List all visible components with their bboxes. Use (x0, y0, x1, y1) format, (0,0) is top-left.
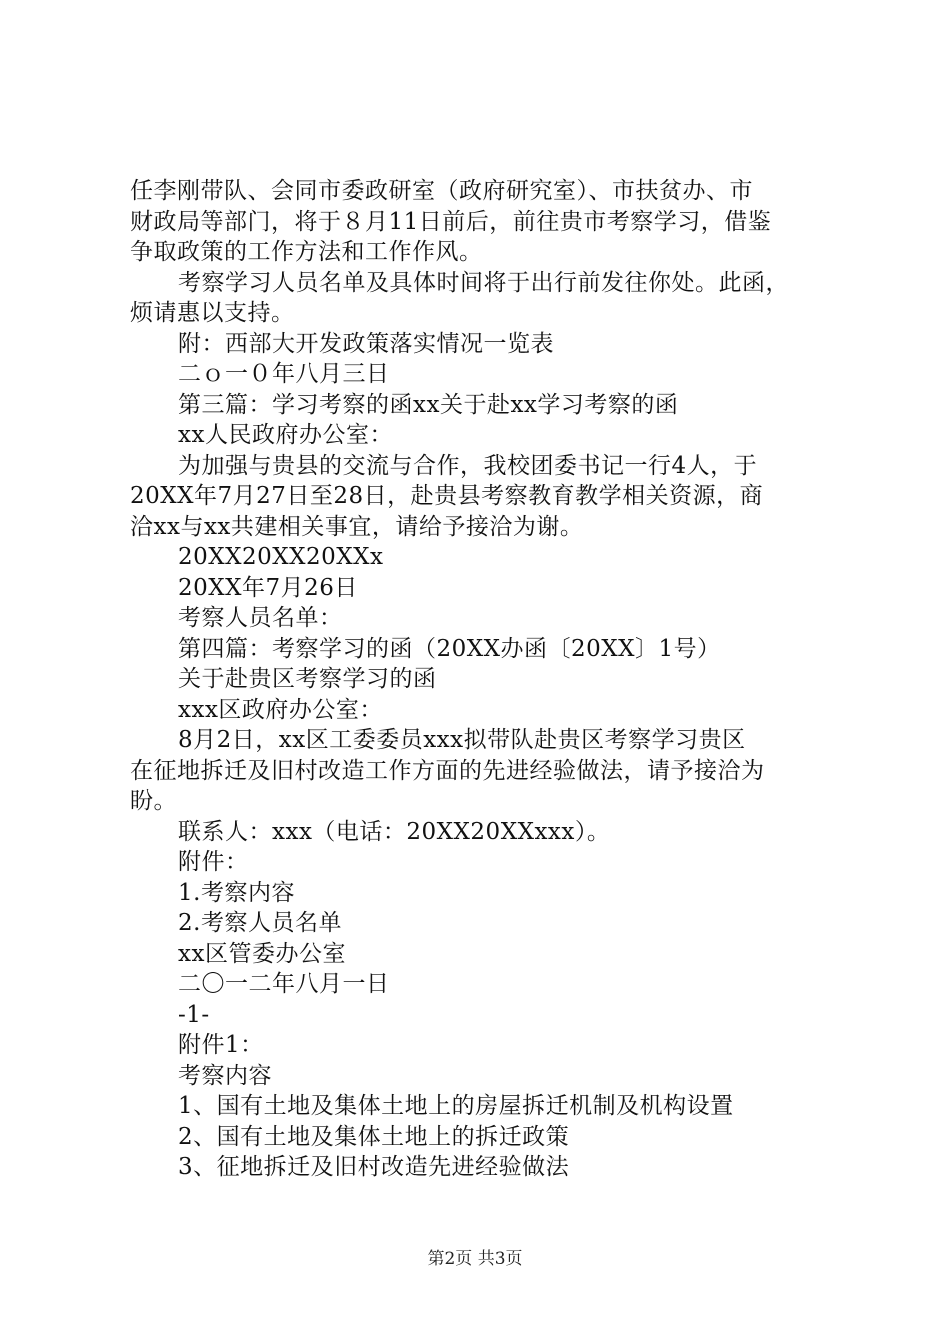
section-heading: 第四篇：考察学习的函（20XX办函〔20XX〕1号） (178, 635, 721, 662)
section-heading: 第三篇：学习考察的函xx关于赴xx学习考察的函 (178, 391, 679, 418)
addressee-line: xx人民政府办公室： (178, 422, 393, 448)
page-footer: 第2页 共3页 (427, 1249, 523, 1269)
attachment-item: 2.考察人员名单 (178, 910, 342, 936)
body-line: 任李刚带队、会同市委政研室（政府研究室）、市扶贫办、市 (130, 178, 753, 204)
content-item: 2、国有土地及集体土地上的拆迁政策 (178, 1123, 570, 1150)
body-line: 财政局等部门，将于８月11日前后，前往贵市考察学习，借鉴 (130, 208, 772, 235)
attachment-heading: 附件： (178, 849, 249, 875)
body-line: 盼。 (130, 788, 177, 814)
document-body (130, 176, 830, 1183)
contact-line: 联系人：xxx（电话：20XX20XXxxx）。 (178, 818, 611, 845)
body-line: 8月2日，xx区工委委员xxx拟带队赴贵区考察学习贵区 (178, 727, 746, 753)
content-item: 1、国有土地及集体土地上的房屋拆迁机制及机构设置 (178, 1093, 734, 1119)
body-line: 考察学习人员名单及具体时间将于出行前发往你处。此函， (178, 269, 789, 296)
body-line: 洽xx与xx共建相关事宜，请给予接洽为谢。 (130, 513, 584, 540)
body-line: 在征地拆迁及旧村改造工作方面的先进经验做法，请予接洽为 (130, 757, 765, 784)
date-line: 二〇一二年八月一日 (178, 971, 390, 997)
body-line: 烦请惠以支持。 (130, 300, 295, 326)
content-item: 3、征地拆迁及旧村改造先进经验做法 (178, 1154, 570, 1180)
letter-title: 关于赴贵区考察学习的函 (178, 666, 437, 692)
date-line: 20XX年7月26日 (178, 574, 358, 601)
body-line: 20XX20XX20XXx (178, 544, 384, 570)
attachment-line: 附：西部大开发政策落实情况一览表 (178, 330, 554, 357)
attachment-title: 考察内容 (178, 1062, 272, 1089)
body-line: 考察人员名单： (178, 605, 343, 631)
body-line: 为加强与贵县的交流与合作，我校团委书记一行4人，于 (178, 452, 758, 479)
body-line: 争取政策的工作方法和工作作风。 (130, 239, 483, 265)
signatory-line: xx区管委办公室 (178, 940, 346, 967)
body-line: 20XX年7月27日至28日，赴贵县考察教育教学相关资源，商 (130, 483, 764, 509)
date-line: 二ｏ一０年八月三日 (178, 361, 390, 387)
addressee-line: xxx区政府办公室： (178, 696, 383, 723)
attachment-heading: 附件1： (178, 1032, 264, 1058)
page-marker: -1- (178, 1001, 210, 1028)
attachment-item: 1.考察内容 (178, 879, 295, 906)
